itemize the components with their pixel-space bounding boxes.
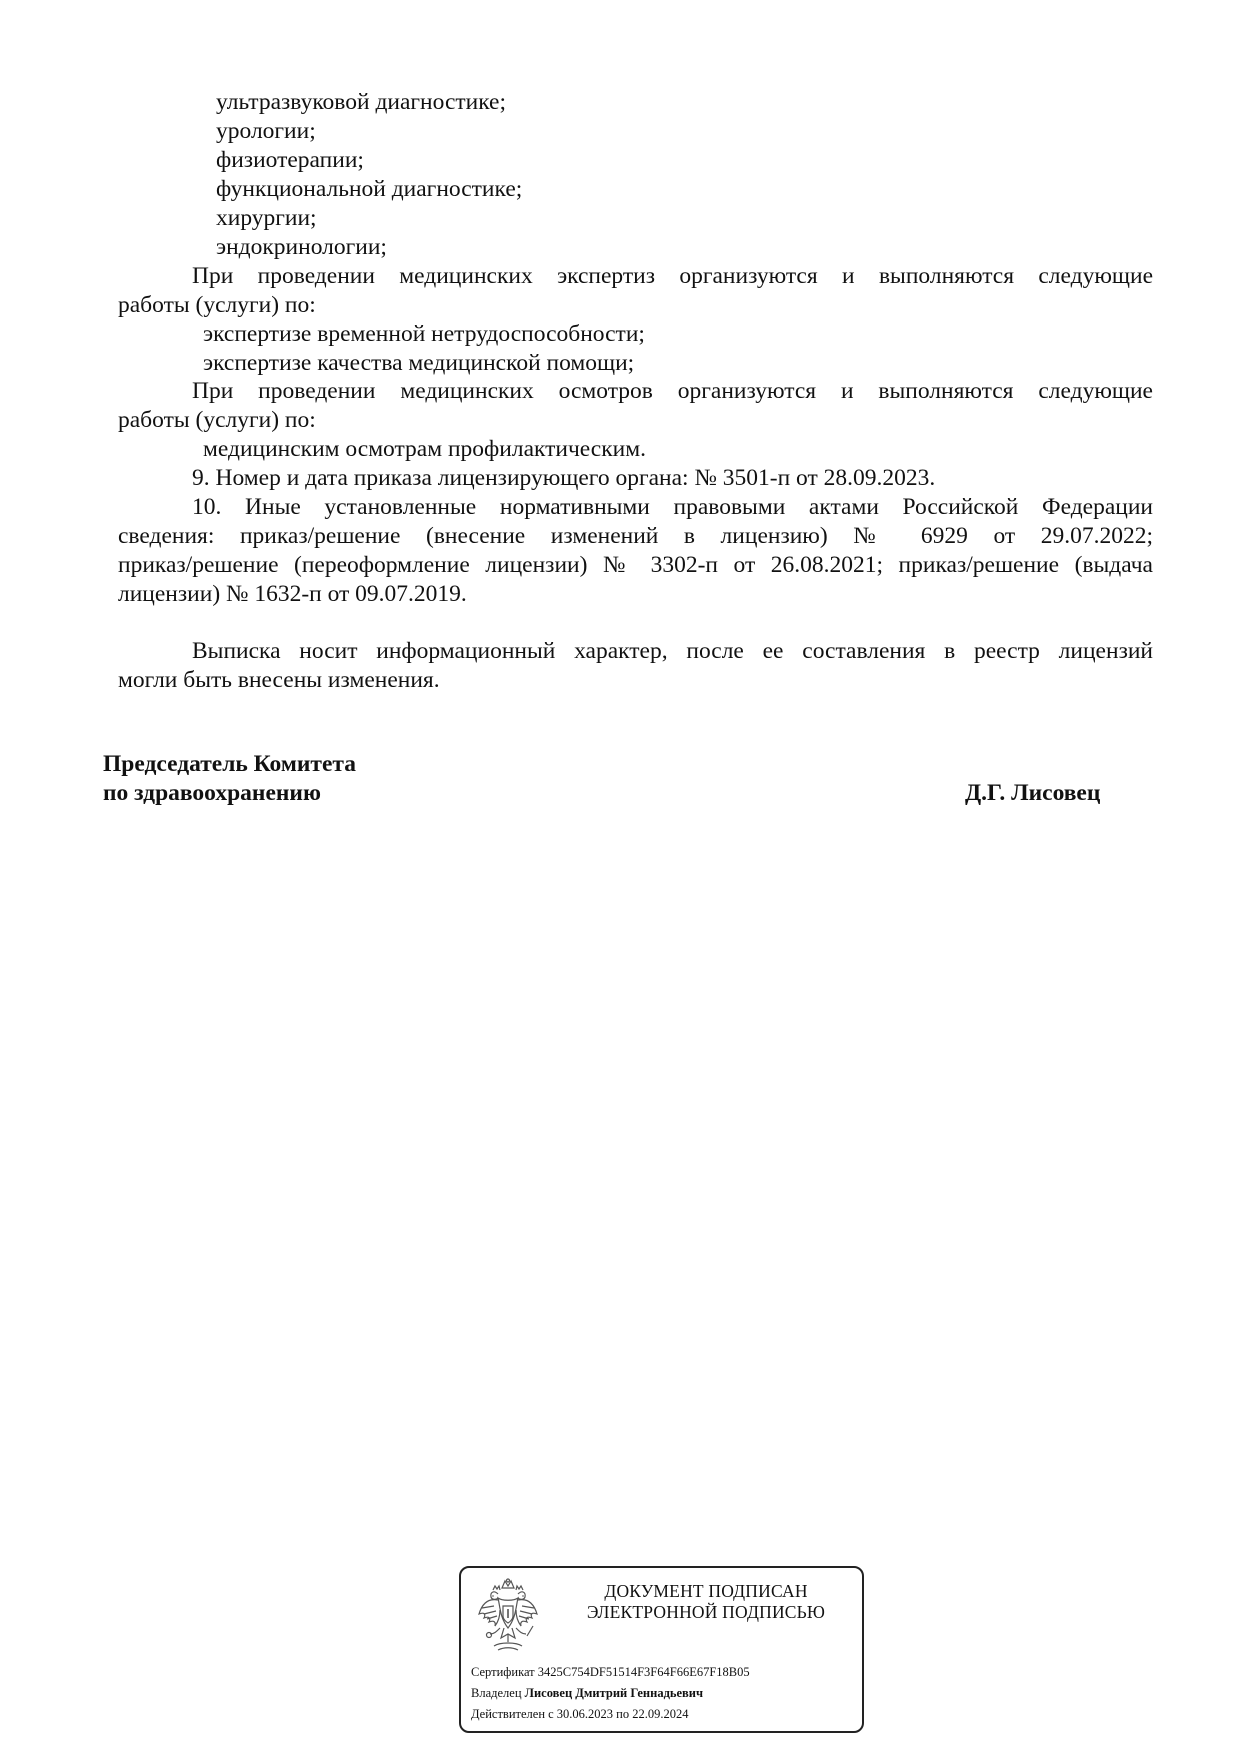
electronic-signature-stamp: [459, 1566, 864, 1733]
notice-line: Выписка носит информационный характер, после ее составления в реестр лицензий: [192, 638, 1153, 664]
other-info-line: приказ/решение (переоформление лицензии) № 3302-п от 26.08.2021; приказ/решение (выдача: [118, 552, 1153, 578]
license-order-item: 9. Номер и дата приказа лицензирующего органа: № 3501-п от 28.09.2023.: [192, 465, 936, 491]
stamp-owner: [471, 1685, 703, 1701]
stamp-validity: Действителен с 30.06.2023 по 22.09.2024: [471, 1707, 689, 1721]
other-info-line: 10. Иные установленные нормативными правовыми актами Российской Федерации: [192, 494, 1153, 520]
list-item: экспертизе качества медицинской помощи;: [203, 350, 635, 376]
exams-intro-line: При проведении медицинских осмотров организуются и выполняются следующие: [192, 378, 1153, 404]
other-info-line: лицензии) № 1632-п от 09.07.2019.: [118, 581, 467, 607]
list-item: физиотерапии;: [216, 147, 364, 173]
certificate-value: 3425C754DF51514F3F64F66E67F18B05: [537, 1665, 750, 1679]
signatory-position: Председатель Комитета: [103, 751, 356, 777]
stamp-title: ДОКУМЕНТ ПОДПИСАН: [604, 1581, 808, 1601]
list-item: медицинским осмотрам профилактическим.: [203, 436, 646, 462]
exams-intro-line: работы (услуги) по:: [118, 407, 316, 433]
stamp-title: ЭЛЕКТРОННОЙ ПОДПИСЬЮ: [586, 1602, 826, 1622]
owner-value: Лисовец Дмитрий Геннадьевич: [524, 1686, 704, 1700]
owner-label: Владелец: [471, 1686, 522, 1700]
list-item: хирургии;: [216, 205, 317, 231]
list-item: урологии;: [216, 118, 316, 144]
stamp-certificate: [471, 1664, 750, 1680]
expertise-intro-line: При проведении медицинских экспертиз организуются и выполняются следующие: [192, 263, 1153, 289]
list-item: ультразвуковой диагностике;: [216, 89, 507, 115]
signatory-name: Д.Г. Лисовец: [965, 780, 1101, 806]
signatory-position: по здравоохранению: [103, 780, 321, 806]
list-item: эндокринологии;: [216, 234, 387, 260]
list-item: экспертизе временной нетрудоспособности;: [203, 321, 645, 347]
expertise-intro-line: работы (услуги) по:: [118, 292, 316, 318]
russian-coat-of-arms-emblem-icon: [476, 1578, 540, 1654]
list-item: функциональной диагностике;: [216, 176, 523, 202]
notice-line: могли быть внесены изменения.: [118, 667, 440, 693]
other-info-line: сведения: приказ/решение (внесение изменений в лицензию) № 6929 от 29.07.2022;: [118, 523, 1153, 549]
certificate-label: Сертификат: [471, 1665, 535, 1679]
